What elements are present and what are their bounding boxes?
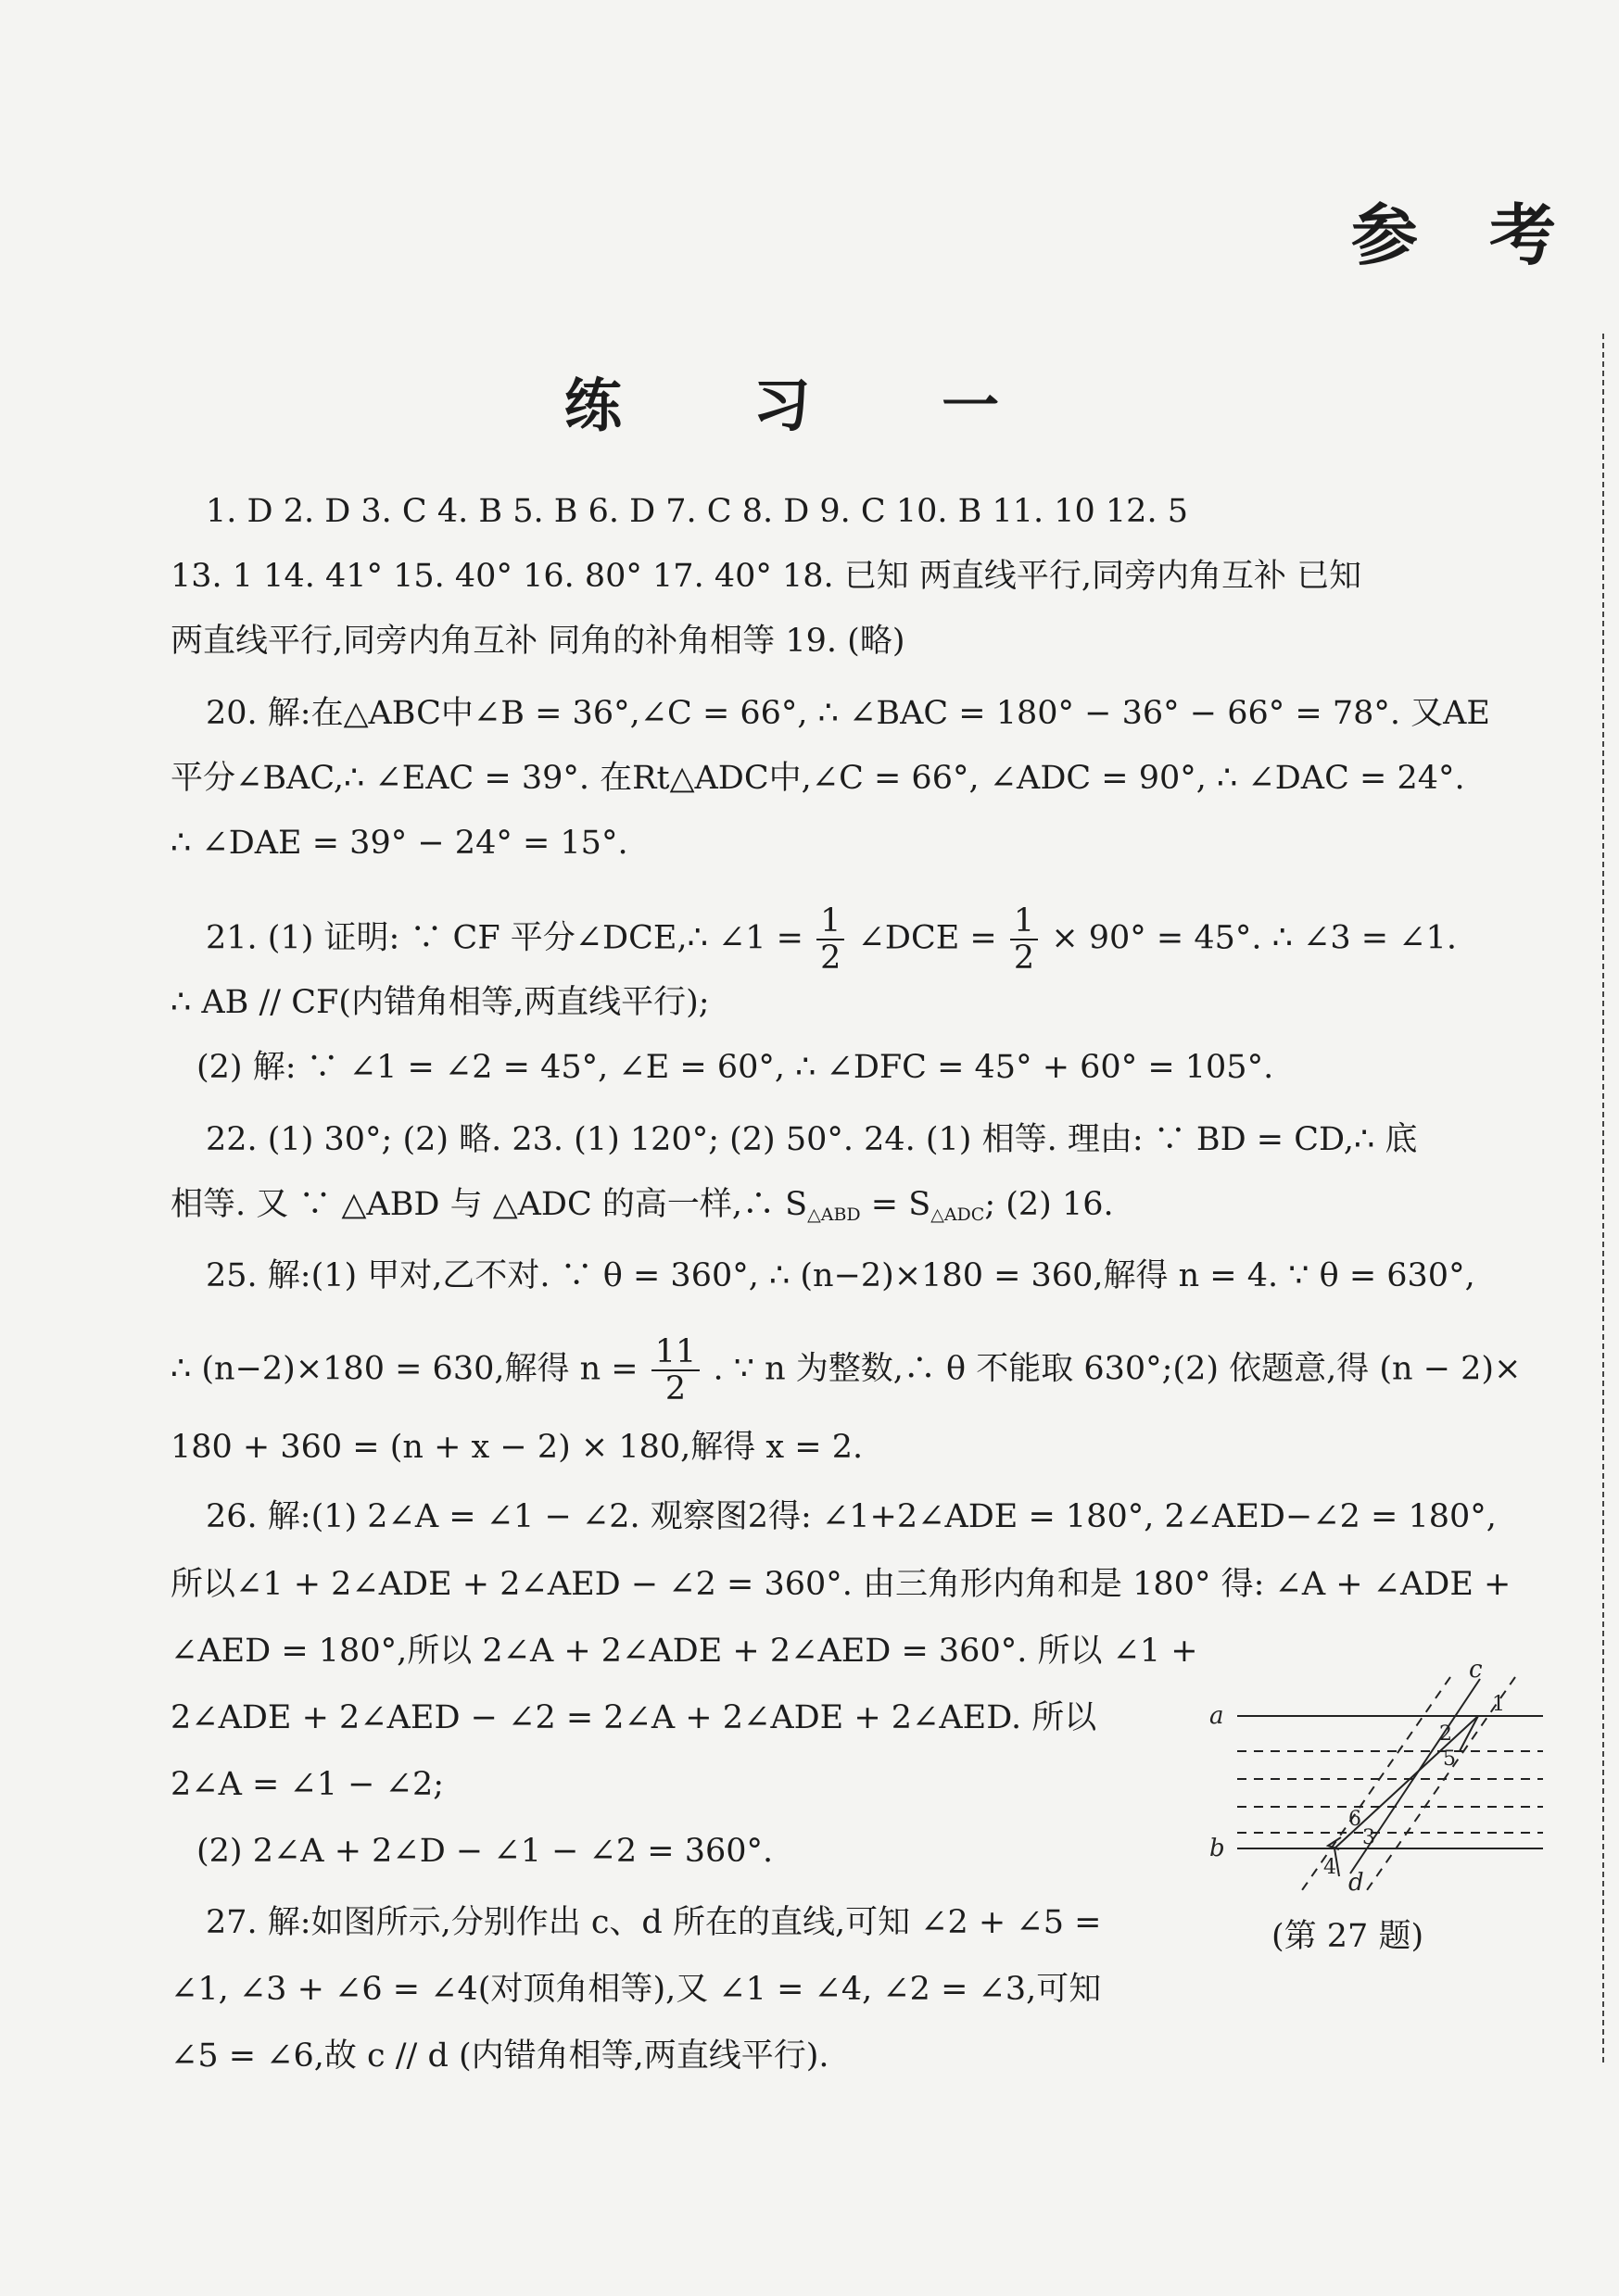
subscript-abd: △ABD bbox=[807, 1205, 861, 1225]
q26-line-5: 2∠A = ∠1 − ∠2; bbox=[171, 1766, 445, 1803]
q27-line-3: ∠5 = ∠6,故 c // d (内错角相等,两直线平行). bbox=[171, 2037, 829, 2075]
label-6: 6 bbox=[1348, 1808, 1361, 1831]
answer-line-3: 两直线平行,同旁内角互补 同角的补角相等 19. (略) bbox=[171, 623, 905, 660]
q21-text-2: ∠DCE = bbox=[857, 919, 997, 957]
fraction-eleven-halves: $\frac{11}{2}$ bbox=[651, 1334, 701, 1407]
label-4: 4 bbox=[1323, 1856, 1336, 1879]
label-a: a bbox=[1209, 1702, 1224, 1730]
label-3: 3 bbox=[1362, 1826, 1375, 1849]
q21-line-1 bbox=[206, 903, 1457, 976]
header-title: 参 考 bbox=[1350, 196, 1580, 274]
label-d: d bbox=[1348, 1869, 1364, 1897]
label-2: 2 bbox=[1439, 1722, 1452, 1746]
answer-line-1: 1. D 2. D 3. C 4. B 5. B 6. D 7. C 8. D 9. C 10. B 11. 10 12. 5 bbox=[206, 493, 1188, 530]
q26-line-1: 26. 解:(1) 2∠A = ∠1 − ∠2. 观察图2得: ∠1+2∠ADE = 180°, 2∠AED−∠2 = 180°, bbox=[206, 1498, 1497, 1535]
q26-line-2: 所以∠1 + 2∠ADE + 2∠AED − ∠2 = 360°. 由三角形内角和是 180° 得: ∠A + ∠ADE + bbox=[171, 1566, 1511, 1603]
q20-line-3: ∴ ∠DAE = 39° − 24° = 15°. bbox=[171, 825, 628, 862]
cut-line bbox=[1602, 334, 1604, 2063]
q24-line-2: 相等. 又 ∵ △ABD 与 △ADC 的高一样,∴ $S_{\triangle ABD} = S_{\triangle ADC}$; (2) 16. bbox=[171, 1186, 1114, 1225]
q25-line-3: 180 + 360 = (n + x − 2) × 180,解得 x = 2. bbox=[171, 1429, 864, 1466]
q20-line-2: 平分∠BAC,∴ ∠EAC = 39°. 在Rt△ADC中,∠C = 66°, ∠ADC = 90°, ∴ ∠DAC = 24°. bbox=[171, 760, 1465, 797]
label-1: 1 bbox=[1492, 1693, 1505, 1716]
q21-text-3: × 90° = 45°. ∴ ∠3 = ∠1. bbox=[1051, 919, 1457, 957]
fraction-half: $\frac{1}{2}$ bbox=[1010, 903, 1038, 976]
answer-line-2: 13. 1 14. 41° 15. 40° 16. 80° 17. 40° 18. 已知 两直线平行,同旁内角互补 已知 bbox=[171, 558, 1362, 595]
q27-line-1: 27. 解:如图所示,分别作出 c、d 所在的直线,可知 ∠2 + ∠5 = bbox=[206, 1904, 1102, 1941]
q26-line-4: 2∠ADE + 2∠AED − ∠2 = 2∠A + 2∠ADE + 2∠AED. 所以 bbox=[171, 1699, 1097, 1736]
q25-line-1: 25. 解:(1) 甲对,乙不对. ∵ θ = 360°, ∴ (n−2)×180 = 360,解得 n = 4. ∵ θ = 630°, bbox=[206, 1257, 1475, 1294]
subscript-adc: △ADC bbox=[930, 1205, 985, 1225]
fraction-half: $\frac{1}{2}$ bbox=[816, 903, 844, 976]
q22-line-1: 22. (1) 30°; (2) 略. 23. (1) 120°; (2) 50°. 24. (1) 相等. 理由: ∵ BD = CD,∴ 底 bbox=[206, 1121, 1418, 1158]
label-c: c bbox=[1469, 1659, 1483, 1684]
q21-line-3: (2) 解: ∵ ∠1 = ∠2 = 45°, ∠E = 60°, ∴ ∠DFC = 45° + 60° = 105°. bbox=[196, 1049, 1274, 1086]
q27-line-2: ∠1, ∠3 + ∠6 = ∠4(对顶角相等),又 ∠1 = ∠4, ∠2 = ∠3,可知 bbox=[171, 1971, 1102, 2008]
q20-line-1: 20. 解:在△ABC中∠B = 36°,∠C = 66°, ∴ ∠BAC = 180° − 36° − 66° = 78°. 又AE bbox=[206, 695, 1490, 732]
q25-line-2: ∴ (n−2)×180 = 630,解得 n = $\frac{11}{2}$ . ∵ n 为整数,∴ θ 不能取 630°;(2) 依题意,得 (n − 2)× bbox=[171, 1333, 1522, 1407]
label-b: b bbox=[1209, 1835, 1225, 1862]
section-title: 练 习 一 bbox=[563, 372, 1056, 439]
figure-caption: (第 27 题) bbox=[1271, 1918, 1424, 1955]
label-5: 5 bbox=[1443, 1747, 1456, 1771]
q21-text-1: 21. (1) 证明: ∵ CF 平分∠DCE,∴ ∠1 = bbox=[206, 919, 804, 957]
q26-line-3: ∠AED = 180°,所以 2∠A + 2∠ADE + 2∠AED = 360°. 所以 ∠1 + bbox=[171, 1633, 1198, 1670]
q21-line-2: ∴ AB // CF(内错角相等,两直线平行); bbox=[171, 984, 710, 1021]
q26-line-6: (2) 2∠A + 2∠D − ∠1 − ∠2 = 360°. bbox=[196, 1833, 774, 1870]
parallel-lines-figure bbox=[1200, 1659, 1552, 1909]
